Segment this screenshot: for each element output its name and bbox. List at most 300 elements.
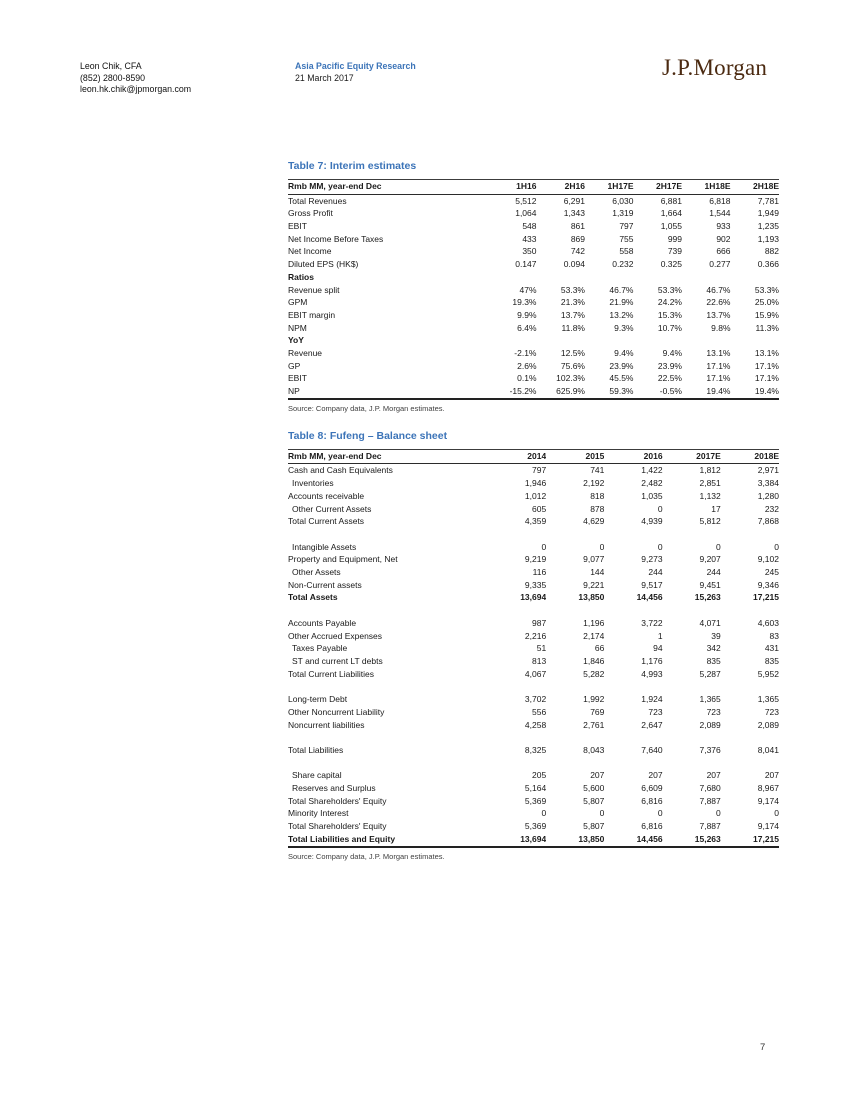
table-row [288,271,779,284]
cell-value: 2,647 [641,719,663,730]
table-row [288,617,779,630]
cell-value: 9,451 [699,579,721,590]
cell-value: 11.8% [561,322,585,333]
cell-value: 6,609 [641,783,663,794]
table-row [288,490,779,503]
cell-value: 6,818 [709,195,731,206]
cell-value: 1,035 [641,490,663,501]
cell-value: 2,761 [583,719,605,730]
cell-value: -2.1% [514,348,537,359]
table-row [288,579,779,592]
cell-value: 11.3% [755,322,779,333]
spacer-cell [288,757,779,770]
cell-value: -0.5% [634,385,683,399]
publication-block [295,61,416,84]
row-label: Revenue [288,348,323,359]
cell-value: 2,089 [699,719,721,730]
table-row [288,541,779,554]
table-row [288,642,779,655]
table-row [288,706,779,719]
cell-value: 12.5% [560,348,585,359]
table-row [288,477,779,490]
cell-value: 6,881 [660,195,682,206]
cell-value: 6,816 [641,795,663,806]
cell-value: 83 [769,630,779,641]
cell-value: 1,235 [757,221,779,231]
column-header: 2016 [604,449,662,464]
cell-value: 5,952 [757,668,779,679]
table-row [288,719,779,732]
cell-value: 0 [541,541,547,552]
cell-value: 7,640 [641,744,663,755]
cell-value: 0 [774,808,779,819]
row-label: ST and current LT debts [292,655,383,666]
row-label: Total Shareholders' Equity [288,795,387,806]
cell-value: 25.0% [754,297,779,308]
cell-value: 24.2% [657,297,682,308]
cell-value [731,334,780,347]
table-row [288,515,779,528]
cell-value: 9.4% [662,348,682,359]
cell-value: 9,517 [641,579,663,590]
row-label: GPM [288,297,308,308]
cell-value: 0.094 [563,259,585,270]
cell-value: 9,221 [583,579,605,590]
cell-value: 4,067 [524,668,547,679]
cell-value: 1,946 [524,478,547,489]
cell-value: 5,369 [524,821,547,832]
cell-value: 556 [532,706,547,717]
table-header-row [288,180,779,195]
table-row [288,220,779,233]
cell-value: 723 [706,706,721,717]
row-label: Other Noncurrent Liability [288,706,385,717]
cell-value: 350 [522,246,537,257]
spacer-cell [288,731,779,744]
cell-value: 987 [532,617,547,628]
cell-value: 9.9% [517,309,537,320]
column-header: 1H16 [488,180,537,195]
cell-value: 1,343 [563,208,585,219]
cell-value: 3,384 [757,478,779,489]
cell-value: 742 [570,246,585,257]
cell-value: 7,781 [757,195,779,206]
table-row [288,630,779,643]
page-number: 7 [760,1042,766,1053]
cell-value: 6,030 [612,195,634,206]
cell-value: 0.1% [517,373,537,384]
cell-value: 17.1% [706,373,731,384]
cell-value: 0 [657,503,663,514]
row-label: Long-term Debt [288,694,348,705]
cell-value: 5,369 [524,795,547,806]
balance-sheet-table [288,449,779,848]
cell-value: 741 [590,465,605,476]
cell-value: 4,993 [641,668,663,679]
cell-value: 13.1% [754,348,779,359]
table-row [288,769,779,782]
cell-value: 1,924 [641,694,663,705]
cell-value: 0 [541,808,547,819]
row-label: EBIT [288,221,307,231]
cell-value: 51 [536,643,547,654]
table-row [288,782,779,795]
cell-value: 5,812 [699,516,721,527]
cell-value: 53.3% [754,284,779,295]
row-label: Diluted EPS (HK$) [288,259,359,270]
cell-value: 0.232 [612,259,634,270]
jpmorgan-logo: J.P.Morgan [662,55,768,80]
cell-value: 2,192 [583,478,605,489]
cell-value: 7,868 [757,516,779,527]
cell-value: 933 [716,221,731,231]
cell-value: 59.3% [585,385,634,399]
row-label: Property and Equipment, Net [288,554,398,565]
row-label: EBIT [288,373,307,384]
cell-value: 5,164 [524,783,547,794]
cell-value [537,334,586,347]
cell-value: 45.5% [609,373,634,384]
table-row [288,655,779,668]
cell-value: 4,629 [583,516,605,527]
cell-value: 4,603 [757,617,779,628]
analyst-name: Leon Chik, CFA [80,61,142,71]
cell-value: 23.9% [609,360,634,371]
cell-value: 46.7% [609,284,634,295]
cell-value: 769 [590,706,605,717]
cell-value [488,271,537,284]
cell-value: 1,365 [699,694,721,705]
cell-value: 144 [590,567,605,578]
cell-value: 1,664 [660,208,682,219]
cell-value: 835 [764,655,779,666]
cell-value: 882 [764,246,779,257]
cell-value: 0 [657,808,663,819]
table-row [288,693,779,706]
cell-value: 9,346 [757,579,779,590]
cell-value: 46.7% [706,284,731,295]
cell-value: 8,325 [524,744,547,755]
cell-value: 244 [648,567,663,578]
table-row [288,372,779,385]
cell-value: 13.2% [609,309,634,320]
table-row [288,668,779,681]
table-row [288,284,779,297]
table-row [288,464,779,477]
cell-value: 22.5% [657,373,682,384]
column-header: 2H16 [537,180,586,195]
cell-value: 548 [522,221,537,231]
cell-value: 9,219 [524,554,547,565]
row-label: Reserves and Surplus [292,783,376,794]
cell-value: 7,680 [699,783,721,794]
cell-value: 9,273 [641,554,663,565]
spacer-cell [288,680,779,693]
cell-value: 19.3% [512,297,537,308]
cell-value [731,271,780,284]
cell-value: 1,319 [612,208,634,219]
table-row [288,245,779,258]
table-row [288,591,779,604]
cell-value: 1,992 [583,694,605,705]
cell-value: 797 [532,465,547,476]
row-label: Total Current Assets [288,516,365,527]
table8-title: Table 8: Fufeng – Balance sheet [288,429,448,442]
row-label: Total Liabilities [288,744,344,755]
row-label: Accounts Payable [288,617,357,628]
cell-value: 1,280 [757,490,779,501]
cell-value: 205 [532,770,547,781]
table7-source: Source: Company data, J.P. Morgan estimates. [288,403,445,413]
cell-value: 1,196 [583,617,605,628]
cell-value: 9.4% [614,348,634,359]
cell-value: 8,967 [757,783,779,794]
analyst-email: leon.hk.chik@jpmorgan.com [80,84,192,95]
row-label: Other Assets [292,567,341,578]
cell-value: 9.8% [711,322,731,333]
cell-value: 207 [648,770,663,781]
interim-estimates-section [288,160,779,413]
cell-value: 245 [764,567,779,578]
column-header: Rmb MM, year-end Dec [288,449,488,464]
cell-value: 433 [522,233,537,244]
cell-value: 625.9% [537,385,586,399]
cell-value: 2,174 [583,630,605,641]
cell-value [634,334,683,347]
cell-value: 13,850 [546,833,604,847]
cell-value: 1,193 [757,233,779,244]
cell-value: 6,291 [563,195,585,206]
cell-value: 9,335 [524,579,547,590]
cell-value: 9,077 [583,554,605,565]
cell-value: 0.366 [757,259,779,270]
table-row [288,757,779,770]
cell-value: 0.277 [709,259,731,270]
row-label: Other Current Assets [292,503,372,514]
cell-value: 723 [648,706,663,717]
cell-value: 902 [716,233,731,244]
cell-value: 13,850 [578,592,605,603]
cell-value: 23.9% [657,360,682,371]
cell-value: -15.2% [488,385,537,399]
cell-value: 4,359 [524,516,547,527]
table-row [288,744,779,757]
cell-value: 244 [706,567,721,578]
cell-value: 342 [706,643,721,654]
table-row [288,194,779,207]
cell-value: 47% [519,284,537,295]
cell-value: 7,887 [699,821,721,832]
table-row [288,731,779,744]
cell-value: 39 [711,630,721,641]
row-label: Share capital [292,770,342,781]
row-label: Non-Current assets [288,579,362,590]
cell-value: 999 [667,233,682,244]
cell-value: 17.1% [706,360,731,371]
cell-value: 1,365 [757,694,779,705]
cell-value: 1,812 [699,465,721,476]
cell-value: 4,939 [641,516,663,527]
cell-value: 5,282 [583,668,605,679]
cell-value: 17,215 [753,592,779,603]
column-header: Rmb MM, year-end Dec [288,180,488,195]
row-label: EBIT margin [288,309,336,320]
cell-value: 19.4% [682,385,731,399]
cell-value: 1,055 [660,221,682,231]
cell-value: 5,807 [583,795,605,806]
cell-value: 4,071 [699,617,721,628]
cell-value: 17,215 [721,833,779,847]
cell-value [585,334,634,347]
analyst-phone: (852) 2800-8590 [80,72,146,83]
cell-value: 7,376 [699,744,721,755]
cell-value: 2.6% [517,360,537,371]
cell-value: 1,846 [583,655,605,666]
cell-value: 4,258 [524,719,547,730]
cell-value [488,334,537,347]
row-label: Taxes Payable [292,643,348,654]
cell-value: 232 [764,503,779,514]
table-row [288,258,779,271]
row-label: Total Current Liabilities [288,668,374,679]
cell-value: 75.6% [560,360,585,371]
cell-value: 102.3% [556,373,585,384]
table-row [288,503,779,516]
cell-value: 739 [667,246,682,257]
row-label: Net Income [288,246,332,257]
cell-value [634,271,683,284]
cell-value: 0 [599,808,605,819]
cell-value: 17 [711,503,721,514]
cell-value: 8,041 [757,744,779,755]
cell-value: 0.325 [660,259,682,270]
table-header-row [288,449,779,464]
table-row [288,334,779,347]
table-row [288,360,779,373]
row-label: GP [288,360,301,371]
cell-value: 5,600 [583,783,605,794]
research-division: Asia Pacific Equity Research [295,61,416,71]
row-label: Other Accrued Expenses [288,630,383,641]
cell-value: 207 [764,770,779,781]
table7-title: Table 7: Interim estimates [288,160,417,172]
cell-value: 558 [619,246,634,257]
table-row [288,553,779,566]
cell-value: 861 [570,221,585,231]
row-label: Intangible Assets [292,541,357,552]
cell-value: 9.3% [614,322,634,333]
column-header: 2H18E [731,180,780,195]
cell-value: 2,851 [699,478,721,489]
interim-estimates-table [288,179,779,400]
cell-value: 15.3% [657,309,682,320]
table-row [288,322,779,335]
cell-value: 878 [590,503,605,514]
row-label: Total Liabilities and Equity [288,833,488,847]
row-label: Total Shareholders' Equity [288,821,387,832]
cell-value: 5,287 [699,668,721,679]
content-column [288,160,779,861]
cell-value: 7,887 [699,795,721,806]
row-label: Total Assets [288,592,338,603]
table-row [288,233,779,246]
cell-value: 0 [657,541,663,552]
cell-value: 13,694 [488,833,546,847]
cell-value: 0 [716,541,721,552]
cell-value [585,271,634,284]
cell-value: 666 [716,246,731,257]
table-row [288,604,779,617]
cell-value: 0 [716,808,721,819]
cell-value: 605 [532,503,547,514]
cell-value: 94 [653,643,663,654]
row-label: Inventories [292,478,334,489]
cell-value [682,334,731,347]
cell-value: 869 [570,233,585,244]
cell-value: 17.1% [754,360,779,371]
column-header: 1H18E [682,180,731,195]
cell-value: 2,089 [757,719,779,730]
table-row [288,807,779,820]
cell-value: 1,012 [524,490,547,501]
cell-value: 0.147 [515,259,537,270]
table-row [288,795,779,808]
row-label: Gross Profit [288,208,333,219]
table-row [288,309,779,322]
cell-value: 1,544 [709,208,731,219]
table8-source: Source: Company data, J.P. Morgan estimates. [288,851,445,861]
column-header: 2015 [546,449,604,464]
cell-value: 3,722 [641,617,663,628]
row-label: Net Income Before Taxes [288,233,384,244]
cell-value: 431 [764,643,779,654]
table-row [288,820,779,833]
table-row [288,207,779,220]
table-row [288,833,779,847]
cell-value: 2,482 [641,478,663,489]
table-row [288,385,779,399]
cell-value: 207 [590,770,605,781]
cell-value: 10.7% [657,322,682,333]
cell-value: 1 [657,630,663,641]
row-label: Accounts receivable [288,490,365,501]
column-header: 2017E [663,449,721,464]
cell-value: 0 [599,541,605,552]
cell-value: 755 [619,233,634,244]
cell-value: 9,102 [757,554,779,565]
table-row [288,528,779,541]
cell-value: 797 [619,221,634,231]
cell-value: 818 [590,490,605,501]
cell-value: 1,064 [515,208,537,219]
cell-value: 9,174 [757,795,779,806]
row-label: NPM [288,322,307,333]
cell-value: 66 [594,643,605,654]
cell-value: 14,456 [604,833,662,847]
cell-value: 13.1% [706,348,731,359]
cell-value: 6.4% [517,322,537,333]
cell-value [537,271,586,284]
column-header: 1H17E [585,180,634,195]
cell-value: 53.3% [657,284,682,295]
cell-value: 1,422 [641,465,663,476]
cell-value: 723 [764,706,779,717]
cell-value: 6,816 [641,821,663,832]
cell-value: 5,807 [583,821,605,832]
column-header: 2014 [488,449,546,464]
table-row [288,347,779,360]
cell-value: 813 [532,655,547,666]
